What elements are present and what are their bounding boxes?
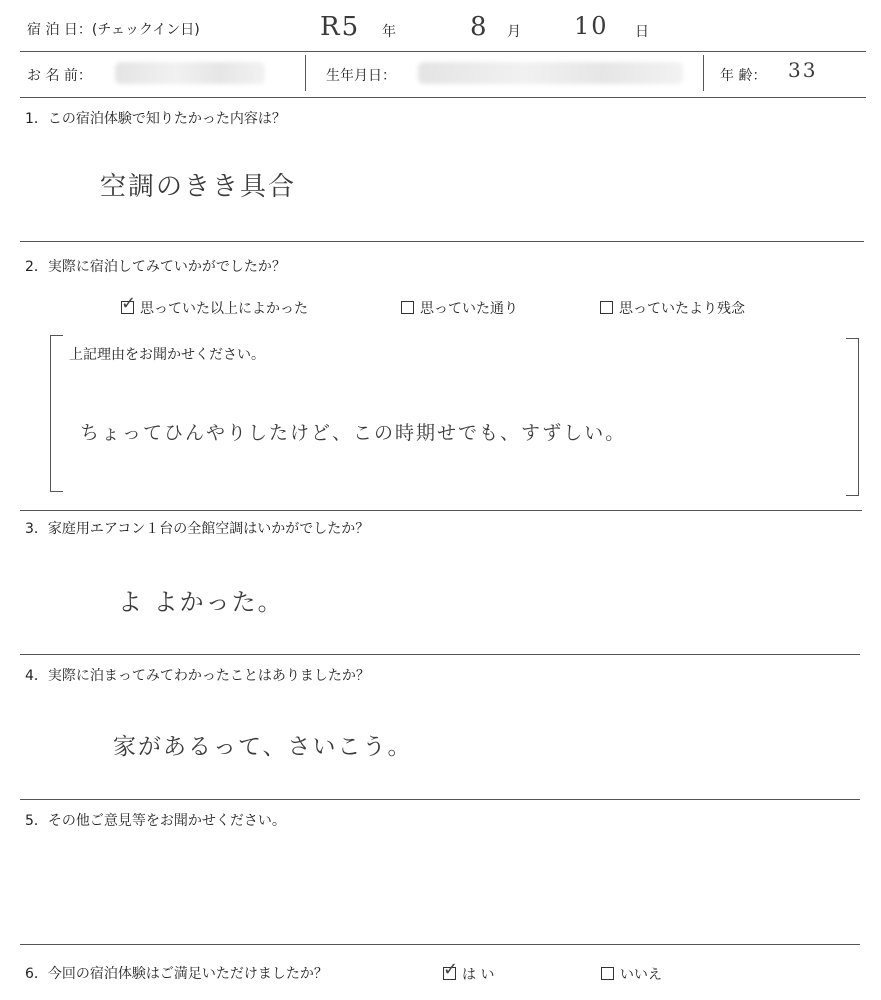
age-label: 年 齢： [720, 68, 767, 84]
q3-answer: よ よかった。 [118, 588, 284, 616]
divider [20, 510, 862, 511]
reason-box-left-bracket [50, 335, 63, 492]
q1-answer: 空調のきき具合 [100, 172, 297, 202]
checkbox[interactable] [443, 959, 459, 980]
q2-option-better[interactable] [121, 293, 308, 318]
option-label: 思っていた以上によかった [140, 301, 308, 317]
q6-option-no[interactable] [601, 964, 662, 984]
q2-option-disappointing[interactable] [600, 298, 745, 318]
q6-question: 6．今回の宿泊体験はご満足いただけましたか？ [25, 966, 328, 982]
q4-question: 4．実際に泊まってみてわかったことはありましたか？ [25, 668, 370, 684]
birth-date-redacted [418, 62, 683, 84]
checkbox[interactable] [121, 293, 137, 314]
divider [703, 55, 704, 91]
q4-answer: 家があるって、さいこう。 [113, 734, 413, 760]
stay-year-value: R5 [320, 12, 361, 42]
q1-question: 1．この宿泊体験で知りたかった内容は？ [25, 111, 286, 127]
q2-reason-answer: ちょってひんやりしたけど、この時期せでも、すずしい。 [80, 422, 627, 444]
divider [20, 944, 860, 945]
q2-option-as-expected[interactable] [401, 298, 518, 318]
q6-option-yes[interactable] [443, 959, 495, 984]
year-label: 年 [382, 24, 396, 40]
check-icon: ✓ [443, 959, 459, 980]
checkbox[interactable] [600, 301, 613, 314]
divider [20, 97, 866, 98]
q5-question: 5．その他ご意見等をお聞かせください。 [25, 813, 286, 829]
name-label: お 名 前： [27, 68, 92, 84]
option-label: 思っていたより残念 [619, 301, 745, 317]
divider [20, 799, 860, 800]
stay-day-value: 10 [574, 12, 609, 40]
age-value: 33 [788, 58, 818, 82]
reason-box-right-bracket [846, 338, 859, 496]
q2-question: 2．実際に宿泊してみていかがでしたか？ [25, 259, 286, 275]
checkbox[interactable] [401, 301, 414, 314]
option-label: は い [462, 967, 495, 983]
divider [20, 51, 866, 52]
stay-date-label: 宿 泊 日：(チェックイン日) [27, 22, 200, 38]
divider [20, 241, 864, 242]
option-label: いいえ [620, 967, 662, 983]
divider [20, 654, 860, 655]
check-icon: ✓ [121, 293, 137, 314]
checkbox[interactable] [601, 967, 614, 980]
option-label: 思っていた通り [420, 301, 518, 317]
q3-question: 3．家庭用エアコン１台の全館空調はいかがでしたか？ [25, 521, 370, 537]
stay-month-value: 8 [470, 12, 489, 42]
name-redacted [115, 62, 265, 84]
month-label: 月 [507, 24, 521, 40]
birth-date-label: 生年月日： [326, 68, 396, 84]
q2-reason-prompt: 上記理由をお聞かせください。 [69, 347, 265, 363]
divider [305, 55, 306, 91]
day-label: 日 [635, 24, 649, 40]
